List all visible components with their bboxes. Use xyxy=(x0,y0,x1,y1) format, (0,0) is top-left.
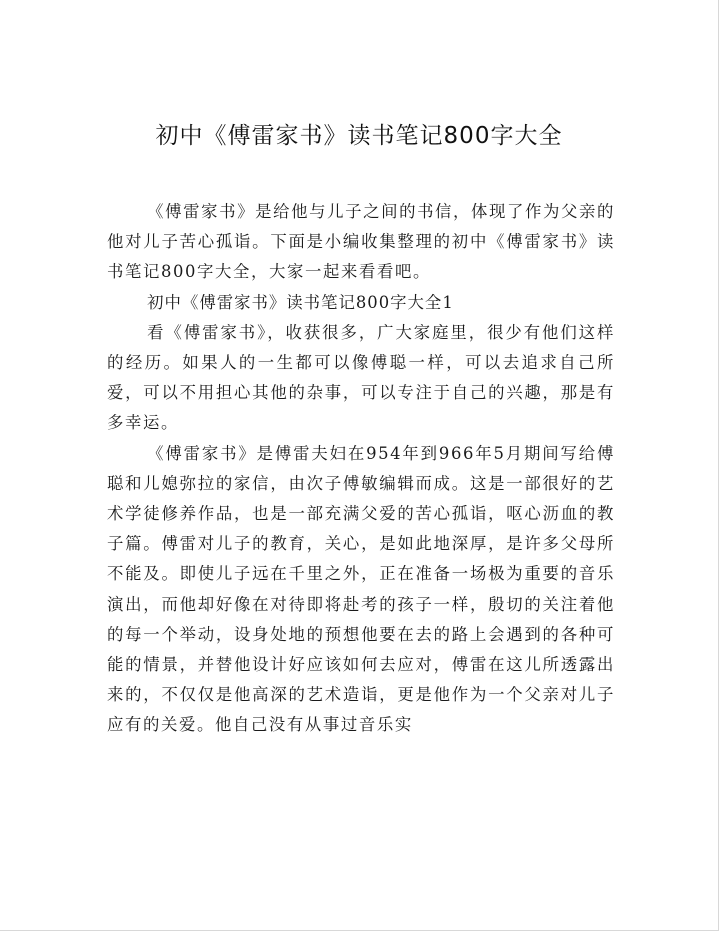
section-heading: 初中《傅雷家书》读书笔记800字大全1 xyxy=(147,292,454,312)
document-title: 初中《傅雷家书》读书笔记800字大全 xyxy=(155,123,563,149)
intro-paragraph: 《傅雷家书》是给他与儿子之间的书信，体现了作为父亲的他对儿子苦心孤诣。下面是小编收集整理的初中《傅雷家书》读书笔记800字大全，大家一起来看看吧。 xyxy=(107,202,615,282)
body-paragraph: 看《傅雷家书》，收获很多，广大家庭里，很少有他们这样的经历。如果人的一生都可以像傅聪一样，可以去追求自己所爱，可以不用担心其他的杂事，可以专注于自己的兴趣，那是有多幸运。 xyxy=(107,322,615,433)
body-paragraph: 《傅雷家书》是傅雷夫妇在954年到966年5月期间写给傅聪和儿媳弥拉的家信，由次子傅敏编辑而成。这是一部很好的艺术学徒修养作品，也是一部充满父爱的苦心孤诣，呕心沥血的教子篇。傅雷对儿子的教育，关心，是如此地深厚，是许多父母所不能及。即使儿子远在千里之外，正在准备一场极为重要的音乐演出，而他却好像在对待即将赴考的孩子一样，殷切的关注着他的每一个举动，设身处地的预想他要在去的路上会遇到的各种可能的情景，并替他设计好应该如何去应对，傅雷在这儿所透露出来的，不仅仅是他高深的艺术造诣，更是他作为一个父亲对儿子应有的关爱。他自己没有从事过音乐实 xyxy=(107,443,615,735)
document-body xyxy=(107,197,615,741)
